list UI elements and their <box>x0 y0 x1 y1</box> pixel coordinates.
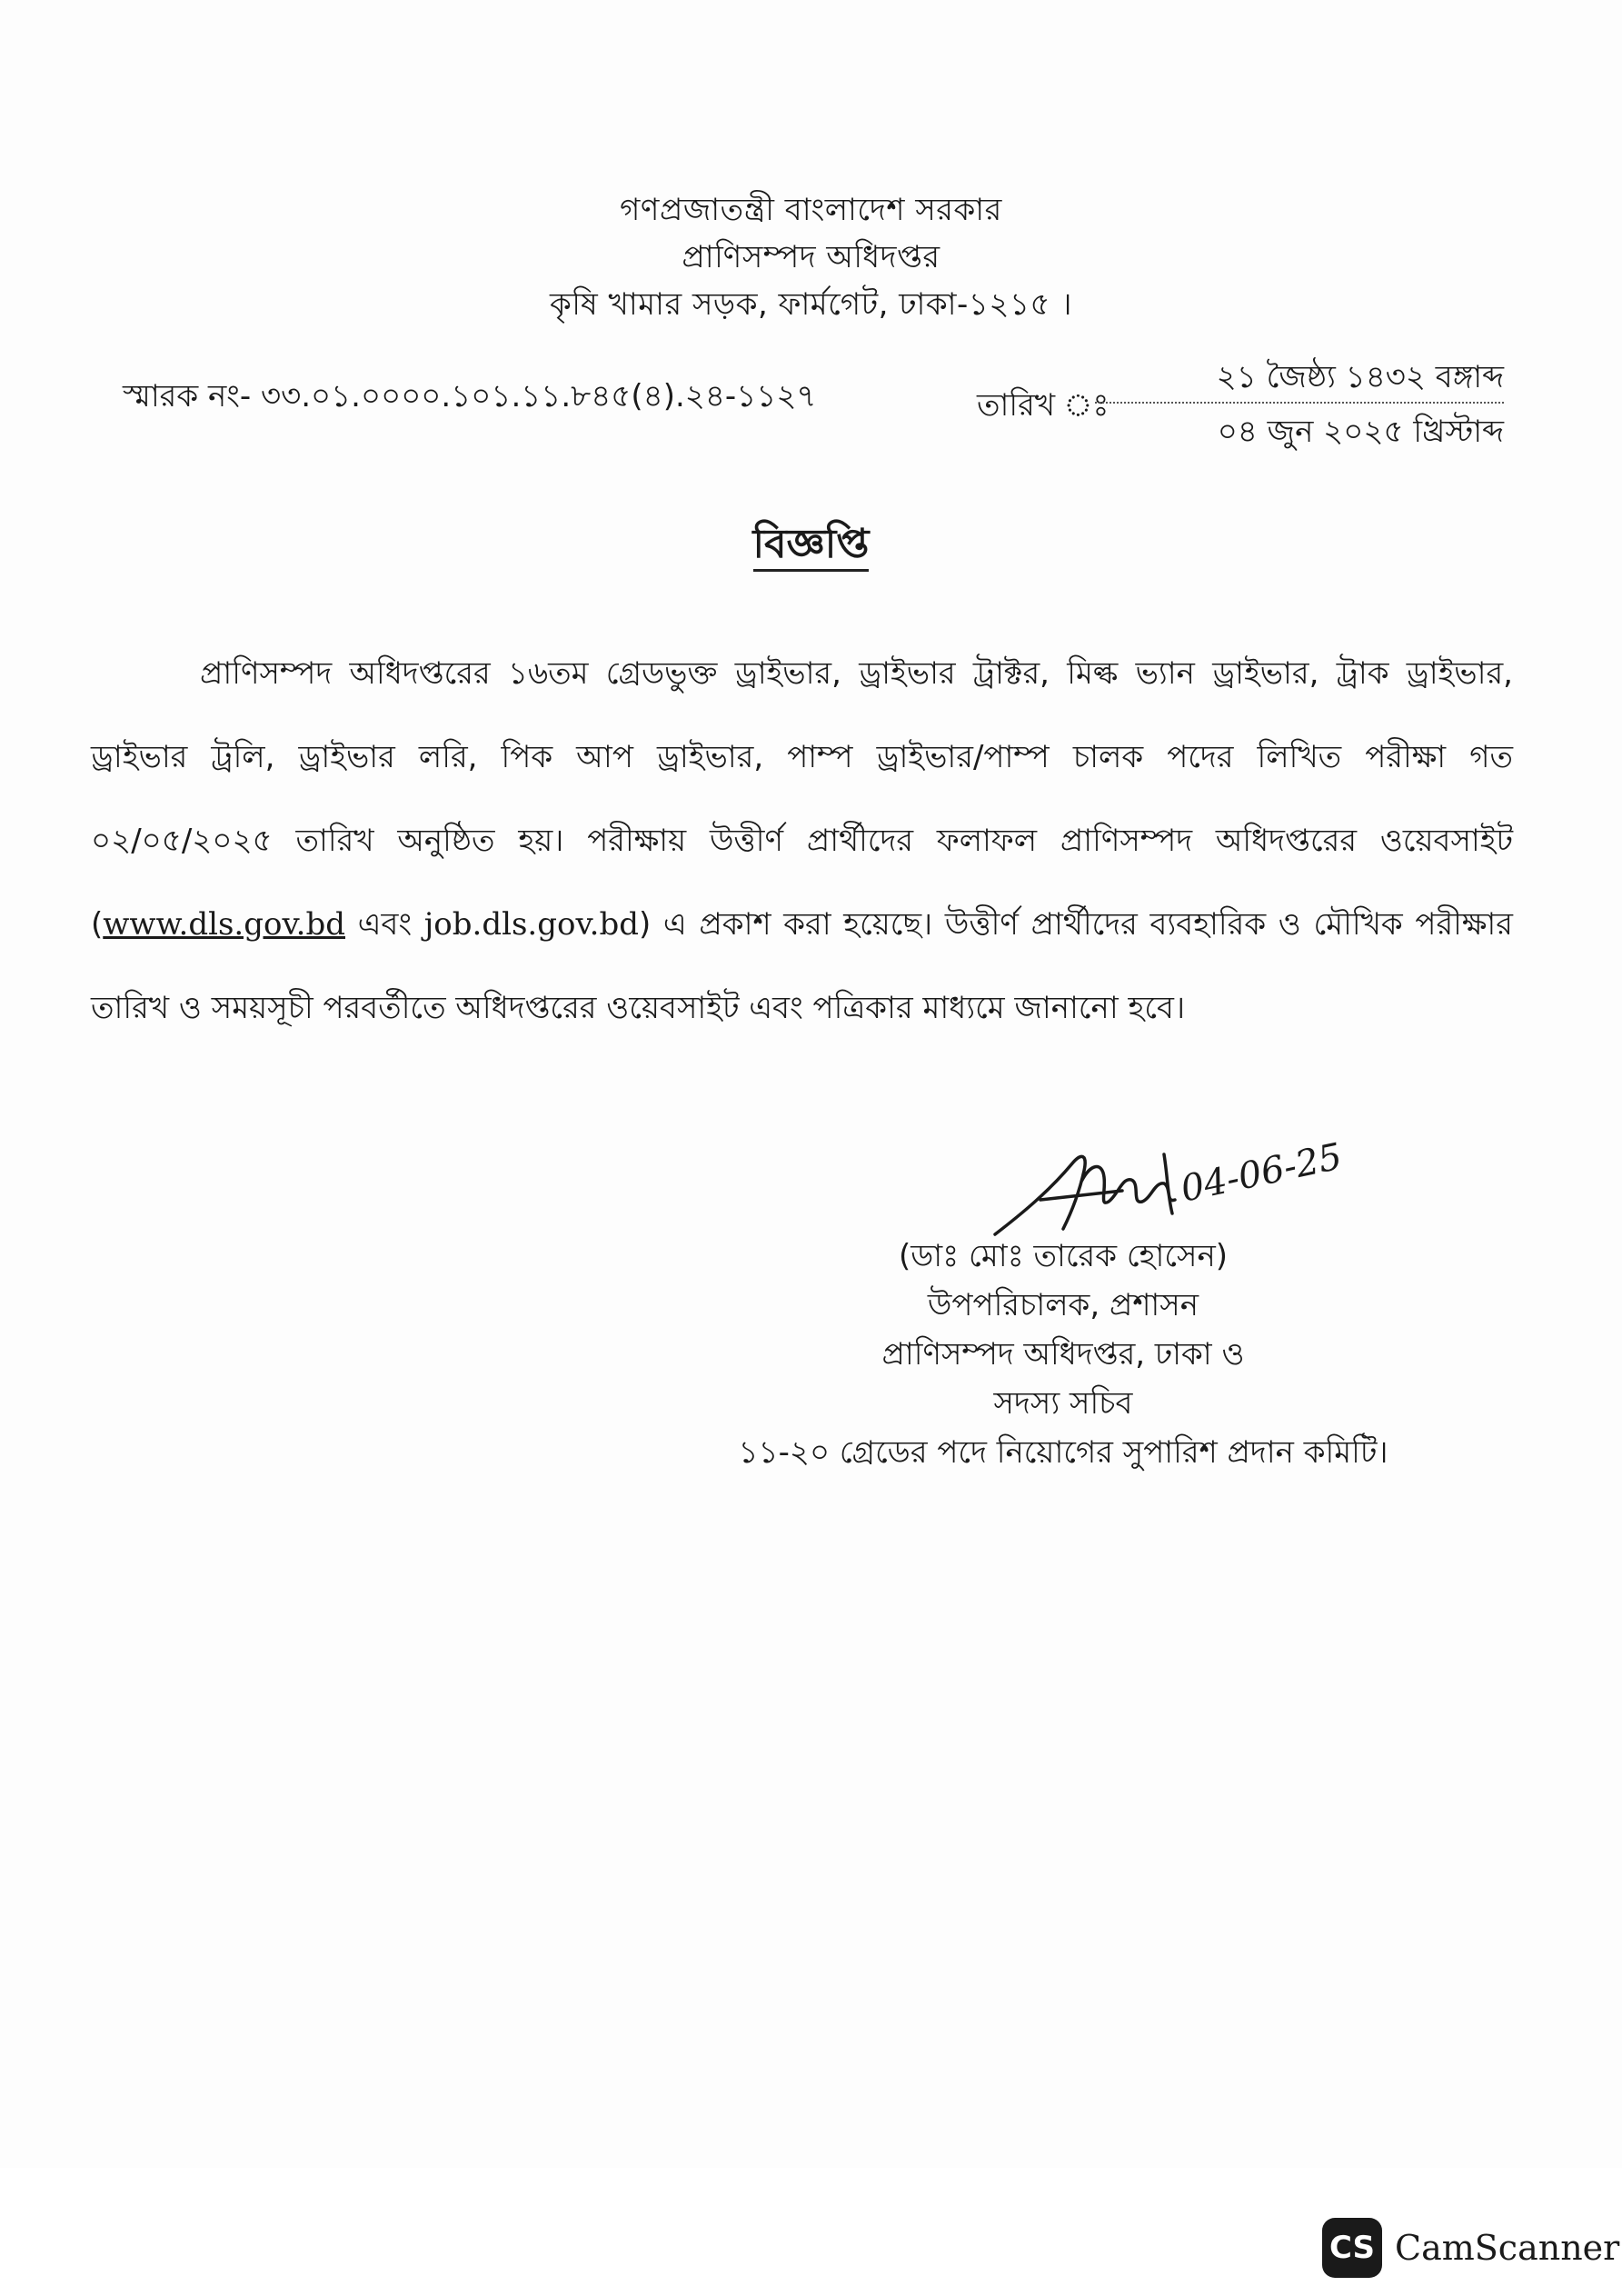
notice-title <box>0 514 1622 580</box>
government-name: গণপ্রজাতন্ত্রী বাংলাদেশ সরকার <box>620 192 1002 228</box>
department-name: প্রাণিসম্পদ অধিদপ্তর <box>682 239 940 275</box>
memo-number: স্মারক নং- ৩৩.০১.০০০০.১০১.১১.৮৪৫(৪).২৪-১১২৭ <box>123 378 817 414</box>
notice-body <box>91 632 1513 1050</box>
letterhead <box>0 186 1622 328</box>
date-gregorian: ০৪ জুন ২০২৫ খ্রিস্টাব্দ <box>1217 414 1504 450</box>
signatory-office: প্রাণিসম্পদ অধিদপ্তর, ঢাকা ও <box>881 1336 1245 1373</box>
date-block <box>1095 353 1504 456</box>
signature-date: 04-06-25 <box>1177 1135 1346 1211</box>
body-text-part1: প্রাণিসম্পদ অধিদপ্তরের ১৬তম গ্রেডভুক্ত ড্রাইভার, ড্রাইভার ট্রাক্টর, মিল্ক ভ্যান ড্রাইভার, ট্রাক ড্রাইভার, ড্রাইভার ট্রলি, ড্রাইভার লরি, পিক আপ ড্রাইভার, পাম্প ড্রাইভার/পাম্প চালক পদের লিখিত পরীক্ষা গত ০২/০৫/২০২৫ তারিখ অনুষ্ঠিত হয়। পরীক্ষায় উত্তীর্ণ প্রার্থীদের ফলাফল প্রাণিসম্পদ অধিদপ্তরের ওয়েবসাইট ( <box>91 655 1513 943</box>
department-address: কৃষি খামার সড়ক, ফার্মগেট, ঢাকা-১২১৫ । <box>549 286 1073 323</box>
body-text-part2: এবং <box>345 906 424 943</box>
date-bengali: ২১ জৈষ্ঠ্য ১৪৩২ বঙ্গাব্দ <box>1216 359 1504 395</box>
camscanner-brand: CamScanner <box>1395 2228 1620 2268</box>
signatory-role: সদস্য সচিব <box>993 1385 1133 1422</box>
signatory-name: (ডাঃ মোঃ তারেক হোসেন) <box>898 1238 1229 1274</box>
date-label: তারিখ ঃ <box>977 387 1110 424</box>
camscanner-watermark <box>1322 2218 1619 2278</box>
website-link[interactable]: www.dls.gov.bd <box>103 906 345 943</box>
body-text-part3: ) এ প্রকাশ করা হয়েছে। উত্তীর্ণ প্রার্থীদের ব্যবহারিক ও মৌখিক পরীক্ষার তারিখ ও সময়সূচী পরবর্তীতে অধিদপ্তরের ওয়েবসাইট এবং পত্রিকার মাধ্যমে জানানো হবে। <box>91 906 1513 1026</box>
signatory-block <box>718 1232 1408 1477</box>
camscanner-logo-icon: CS <box>1322 2218 1382 2278</box>
committee-name: ১১-২০ গ্রেডের পদে নিয়োগের সুপারিশ প্রদান কমিটি। <box>738 1434 1388 1471</box>
job-website-link[interactable]: job.dls.gov.bd <box>423 906 639 943</box>
notice-title-text: বিজ্ঞপ্তি <box>753 521 870 572</box>
date-divider <box>1095 402 1504 404</box>
signatory-designation: উপপরিচালক, প্রশাসন <box>927 1287 1199 1323</box>
